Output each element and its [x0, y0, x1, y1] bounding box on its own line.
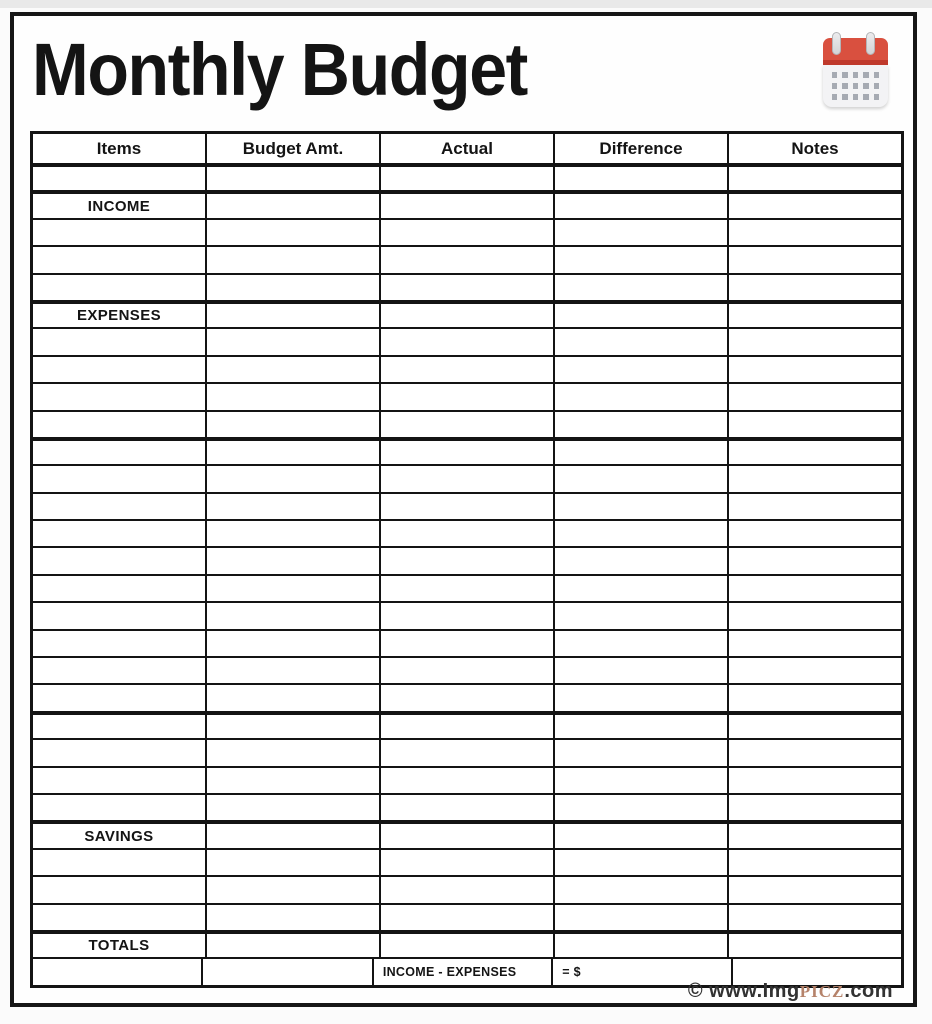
budget-cell[interactable] [205, 685, 379, 710]
budget-cell[interactable] [553, 521, 727, 546]
budget-cell[interactable] [553, 576, 727, 601]
calendar-day-dot [874, 72, 879, 78]
budget-cell[interactable] [379, 715, 553, 738]
budget-cell[interactable] [33, 658, 205, 683]
budget-cell[interactable] [379, 220, 553, 245]
budget-cell[interactable] [33, 220, 205, 245]
budget-cell[interactable] [33, 685, 205, 710]
budget-cell[interactable] [205, 548, 379, 573]
budget-cell[interactable] [205, 304, 379, 327]
budget-cell[interactable] [727, 521, 901, 546]
section-label-totals: TOTALS [88, 937, 150, 955]
calendar-day-dot [832, 94, 837, 100]
budget-cell[interactable] [33, 275, 205, 300]
calendar-day-dot [842, 94, 847, 100]
budget-cell[interactable] [33, 384, 205, 409]
watermark [688, 980, 893, 1003]
budget-cell[interactable] [379, 631, 553, 656]
budget-cell[interactable] [205, 167, 379, 190]
header-cell-budget-amt: Budget Amt. [205, 134, 379, 163]
budget-cell[interactable] [727, 357, 901, 382]
budget-cell[interactable] [727, 167, 901, 190]
table-row [33, 574, 901, 601]
budget-cell[interactable] [33, 768, 205, 793]
table-row [33, 903, 901, 930]
budget-cell[interactable] [553, 220, 727, 245]
budget-cell[interactable] [205, 715, 379, 738]
budget-cell[interactable] [727, 850, 901, 875]
budget-cell[interactable] [33, 247, 205, 272]
budget-cell[interactable] [727, 466, 901, 491]
budget-cell[interactable] [205, 521, 379, 546]
budget-cell[interactable] [33, 357, 205, 382]
budget-cell[interactable] [379, 877, 553, 902]
budget-cell[interactable] [553, 167, 727, 190]
budget-cell[interactable] [33, 740, 205, 765]
budget-cell[interactable] [727, 329, 901, 354]
budget-cell[interactable] [205, 877, 379, 902]
calendar-day-dot [853, 94, 858, 100]
budget-cell[interactable] [205, 740, 379, 765]
calendar-body [823, 65, 888, 107]
budget-cell[interactable] [553, 658, 727, 683]
budget-cell[interactable] [379, 441, 553, 464]
table-row [33, 464, 901, 491]
budget-cell[interactable] [205, 658, 379, 683]
table-row [33, 848, 901, 875]
calendar-day-dot [863, 72, 868, 78]
budget-cell[interactable] [727, 824, 901, 847]
table-row [33, 766, 901, 793]
calendar-date-grid [832, 72, 879, 100]
budget-cell[interactable] [379, 494, 553, 519]
budget-cell[interactable] [205, 850, 379, 875]
budget-cell[interactable] [727, 384, 901, 409]
budget-cell[interactable] [379, 357, 553, 382]
budget-cell[interactable] [379, 194, 553, 217]
table-row [33, 163, 901, 190]
budget-cell[interactable] [553, 685, 727, 710]
budget-cell[interactable] [727, 576, 901, 601]
section-row-expenses [33, 300, 901, 327]
budget-cell[interactable] [205, 934, 379, 957]
budget-cell[interactable] [553, 877, 727, 902]
budget-cell[interactable] [553, 412, 727, 437]
budget-cell[interactable] [727, 877, 901, 902]
calendar-day-dot [832, 72, 837, 78]
calendar-day-dot [853, 72, 858, 78]
calendar-day-dot [874, 83, 879, 89]
budget-cell[interactable] [33, 905, 205, 930]
budget-cell[interactable] [205, 275, 379, 300]
budget-cell[interactable] [205, 441, 379, 464]
budget-cell[interactable] [727, 548, 901, 573]
table-row [33, 410, 901, 437]
formula-result[interactable]: = $ [551, 959, 730, 984]
budget-cell[interactable] [553, 824, 727, 847]
budget-cell[interactable] [553, 441, 727, 464]
budget-cell[interactable] [379, 167, 553, 190]
budget-cell[interactable] [379, 740, 553, 765]
budget-cell[interactable] [727, 220, 901, 245]
budget-cell[interactable] [553, 631, 727, 656]
budget-cell[interactable] [33, 795, 205, 820]
top-edge-strip [0, 0, 932, 8]
budget-cell[interactable] [205, 603, 379, 628]
budget-cell[interactable] [205, 824, 379, 847]
calendar-day-dot [842, 72, 847, 78]
budget-cell[interactable] [379, 905, 553, 930]
budget-cell[interactable] [553, 850, 727, 875]
budget-cell[interactable] [379, 384, 553, 409]
watermark-brand: PICZ [799, 982, 845, 1001]
section-label-expenses: EXPENSES [76, 307, 162, 325]
budget-cell[interactable] [727, 494, 901, 519]
budget-cell[interactable] [33, 959, 201, 984]
budget-cell[interactable] [205, 466, 379, 491]
budget-cell[interactable] [379, 304, 553, 327]
section-row-totals [33, 930, 901, 957]
budget-cell[interactable] [553, 795, 727, 820]
budget-cell[interactable] [205, 220, 379, 245]
table-row [33, 437, 901, 464]
budget-cell[interactable] [33, 167, 205, 190]
budget-cell[interactable] [553, 603, 727, 628]
budget-cell[interactable] [727, 658, 901, 683]
budget-cell[interactable] [379, 576, 553, 601]
budget-cell[interactable] [205, 576, 379, 601]
budget-cell[interactable] [727, 304, 901, 327]
budget-cell[interactable] [205, 412, 379, 437]
budget-cell[interactable] [205, 247, 379, 272]
budget-cell[interactable] [201, 959, 371, 984]
budget-table [30, 131, 904, 988]
budget-cell[interactable] [205, 329, 379, 354]
budget-cell[interactable] [379, 329, 553, 354]
budget-cell[interactable] [205, 194, 379, 217]
budget-cell[interactable] [205, 384, 379, 409]
budget-cell[interactable] [553, 357, 727, 382]
budget-cell[interactable] [33, 715, 205, 738]
formula-label: INCOME - EXPENSES [372, 959, 551, 984]
section-label-income: INCOME [87, 197, 151, 215]
budget-cell[interactable] [33, 329, 205, 354]
budget-cell[interactable] [379, 824, 553, 847]
table-row [33, 738, 901, 765]
budget-cell[interactable] [553, 194, 727, 217]
budget-cell[interactable] [379, 795, 553, 820]
budget-cell[interactable] [727, 934, 901, 957]
budget-cell[interactable] [379, 521, 553, 546]
section-row-savings [33, 820, 901, 847]
budget-cell[interactable] [205, 905, 379, 930]
table-row [33, 601, 901, 628]
budget-cell[interactable] [727, 631, 901, 656]
calendar-day-dot [874, 94, 879, 100]
calendar-day-dot [832, 83, 837, 89]
budget-cell[interactable] [727, 603, 901, 628]
budget-cell[interactable] [553, 384, 727, 409]
table-row [33, 656, 901, 683]
table-header-row [33, 134, 901, 163]
section-label-savings: SAVINGS [84, 827, 154, 845]
budget-cell[interactable] [553, 715, 727, 738]
budget-cell[interactable] [379, 412, 553, 437]
budget-cell[interactable] [727, 768, 901, 793]
budget-cell[interactable] [553, 905, 727, 930]
budget-cell[interactable] [727, 194, 901, 217]
budget-cell[interactable] [727, 247, 901, 272]
budget-cell[interactable] [379, 685, 553, 710]
budget-cell[interactable] [33, 877, 205, 902]
table-row [33, 711, 901, 738]
budget-cell[interactable] [33, 576, 205, 601]
budget-cell[interactable] [553, 304, 727, 327]
header-cell-items: Items [96, 138, 142, 158]
calendar-day-dot [853, 83, 858, 89]
budget-cell[interactable] [379, 658, 553, 683]
budget-cell[interactable] [379, 466, 553, 491]
budget-cell[interactable] [553, 275, 727, 300]
budget-cell[interactable] [379, 275, 553, 300]
budget-cell[interactable] [553, 466, 727, 491]
section-row-income [33, 190, 901, 217]
budget-cell[interactable] [727, 685, 901, 710]
budget-cell[interactable] [553, 494, 727, 519]
calendar-pin-icon [832, 32, 841, 55]
budget-cell[interactable] [33, 850, 205, 875]
table-row [33, 245, 901, 272]
budget-cell[interactable] [727, 715, 901, 738]
page-title: Monthly Budget [32, 28, 527, 111]
table-row [33, 683, 901, 710]
budget-cell[interactable] [553, 768, 727, 793]
table-row [33, 382, 901, 409]
budget-cell[interactable] [553, 329, 727, 354]
table-row [33, 355, 901, 382]
budget-cell[interactable] [727, 905, 901, 930]
budget-cell[interactable] [33, 412, 205, 437]
table-row [33, 273, 901, 300]
budget-cell[interactable] [33, 441, 205, 464]
budget-cell[interactable] [379, 603, 553, 628]
budget-cell[interactable] [727, 441, 901, 464]
budget-cell[interactable] [205, 631, 379, 656]
budget-cell[interactable] [553, 740, 727, 765]
budget-cell[interactable] [205, 494, 379, 519]
budget-cell[interactable] [727, 740, 901, 765]
budget-cell[interactable] [727, 412, 901, 437]
calendar-pin-icon [866, 32, 875, 55]
budget-cell[interactable] [33, 603, 205, 628]
budget-cell[interactable] [33, 466, 205, 491]
budget-cell[interactable] [553, 934, 727, 957]
budget-cell[interactable] [727, 275, 901, 300]
budget-cell[interactable] [205, 768, 379, 793]
budget-cell[interactable] [33, 548, 205, 573]
table-row [33, 327, 901, 354]
budget-cell[interactable] [379, 934, 553, 957]
watermark-prefix: © www.Img [687, 980, 800, 1002]
table-row [33, 793, 901, 820]
budget-cell[interactable] [33, 631, 205, 656]
calendar-day-dot [863, 83, 868, 89]
budget-cell[interactable] [205, 357, 379, 382]
budget-cell[interactable] [379, 850, 553, 875]
budget-cell[interactable] [553, 548, 727, 573]
table-row [33, 629, 901, 656]
table-row [33, 218, 901, 245]
budget-cell[interactable] [553, 247, 727, 272]
budget-cell[interactable] [205, 795, 379, 820]
header-cell-difference: Difference [553, 134, 727, 163]
calendar-icon [823, 32, 888, 107]
header-cell-actual: Actual [379, 134, 553, 163]
calendar-day-dot [842, 83, 847, 89]
table-row [33, 875, 901, 902]
budget-cell[interactable] [33, 494, 205, 519]
budget-cell[interactable] [379, 768, 553, 793]
budget-cell[interactable] [33, 521, 205, 546]
budget-cell[interactable] [379, 247, 553, 272]
table-row [33, 519, 901, 546]
table-row [33, 546, 901, 573]
budget-cell[interactable] [379, 548, 553, 573]
calendar-day-dot [863, 94, 868, 100]
watermark-suffix: .com [844, 980, 893, 1002]
table-row [33, 492, 901, 519]
header-cell-notes: Notes [727, 134, 901, 163]
budget-cell[interactable] [727, 795, 901, 820]
